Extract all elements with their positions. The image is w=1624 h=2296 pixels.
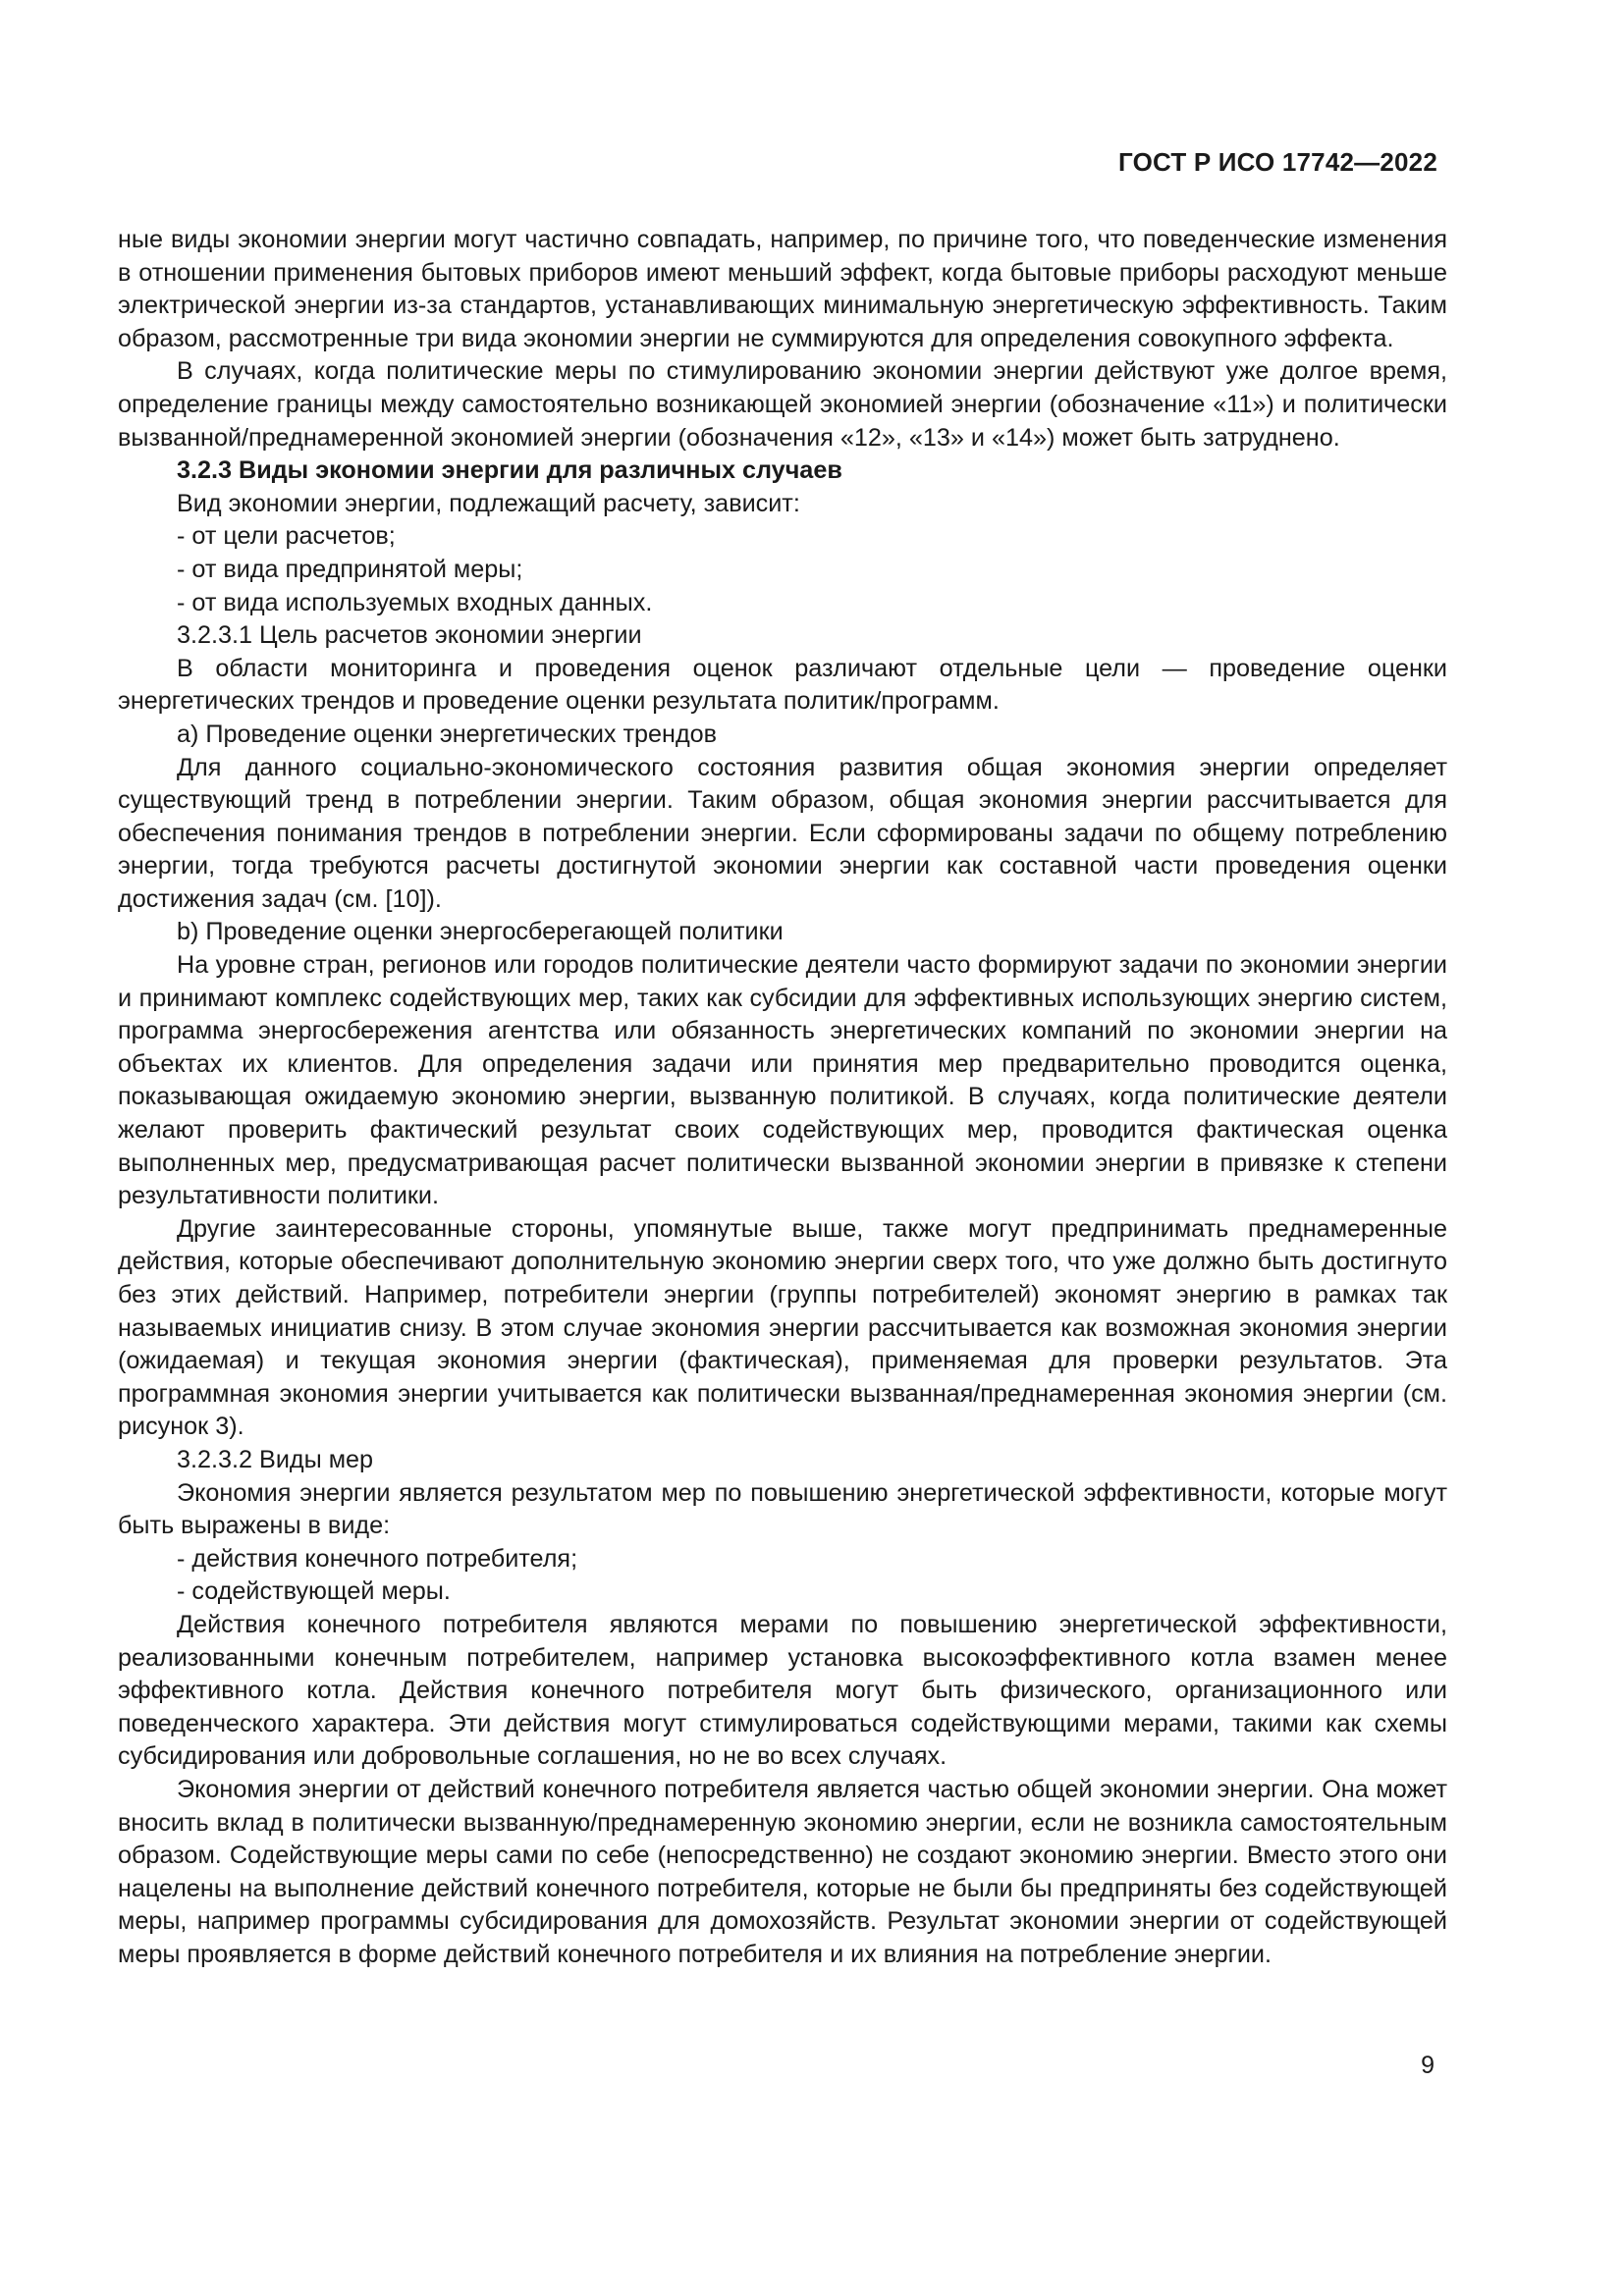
paragraph: Экономия энергии от действий конечного потребителя является частью общей экономии энергии. Она может вносить вклад в политически вызванную/преднамеренную экономию энергии, если не возникла самостоятельным образом. Содействующие меры сами по себе (непосредственно) не создают экономию энергии. Вместо этого они нацелены на выполнение действий конечного потребителя, которые не были бы предприняты без содействующей меры, например программы субсидирования для домохозяйств. Результат экономии энергии от содействующей меры проявляется в форме действий конечного потребителя и их влияния на потребление энергии. xyxy=(118,1775,1447,1968)
page-number: 9 xyxy=(1421,2052,1435,2079)
paragraph: 3.2.3.2 Виды мер xyxy=(177,1445,374,1473)
section-heading: 3.2.3 Виды экономии энергии для различных случаев xyxy=(177,456,842,485)
paragraph: Другие заинтересованные стороны, упомянутые выше, также могут предпринимать преднамеренные действия, которые обеспечивают дополнительную экономию энергии сверх того, что уже должно быть достигнуто без этих действий. Например, потребители энергии (группы потребителей) экономят энергию в рамках так называемых инициатив снизу. В этом случае экономия энергии рассчитывается как возможная экономия энергии (ожидаемая) и текущая экономия энергии (фактическая), применяемая для проверки результатов. Эта программная экономия энергии учитывается как политически вызванная/преднамеренная экономия энергии (см. рисунок 3). xyxy=(118,1214,1447,1441)
paragraph: - содействующей меры. xyxy=(177,1577,451,1606)
paragraph: В области мониторинга и проведения оценок различают отдельные цели — проведение оценки энергетических трендов и проведение оценки результата политик/программ. xyxy=(118,654,1447,716)
standard-header: ГОСТ Р ИСО 17742—2022 xyxy=(1117,147,1437,177)
paragraph: - от вида используемых входных данных. xyxy=(177,588,653,616)
paragraph: - действия конечного потребителя; xyxy=(177,1544,578,1573)
paragraph: В случаях, когда политические меры по стимулированию экономии энергии действуют уже долгое время, определение границы между самостоятельно возникающей экономией энергии (обозначение «11») и политически вызванной/преднамеренной экономией энергии (обозначения «12», «13» и «14») может быть затруднено. xyxy=(118,357,1447,452)
paragraph: Экономия энергии является результатом мер по повышению энергетической эффективности, которые могут быть выражены в виде: xyxy=(118,1478,1447,1540)
body-text xyxy=(118,224,1447,1971)
paragraph: Для данного социально-экономического состояния развития общая экономия энергии определяет существующий тренд в потреблении энергии. Таким образом, общая экономия энергии рассчитывается для обеспечения понимания трендов в потреблении энергии. Если сформированы задачи по общему потреблению энергии, тогда требуются расчеты достигнутой экономии энергии как составной части проведения оценки достижения задач (см. [10]). xyxy=(118,753,1447,913)
paragraph: - от цели расчетов; xyxy=(177,522,396,551)
paragraph: Действия конечного потребителя являются мерами по повышению энергетической эффективности, реализованными конечным потребителем, например установка высокоэффективного котла взамен менее эффективного котла. Действия конечного потребителя могут быть физического, организационного или поведенческого характера. Эти действия могут стимулироваться содействующими мерами, такими как схемы субсидирования или добровольные соглашения, но не во всех случаях. xyxy=(118,1610,1447,1771)
paragraph: 3.2.3.1 Цель расчетов экономии энергии xyxy=(177,621,642,650)
paragraph: a) Проведение оценки энергетических трендов xyxy=(177,720,718,748)
paragraph: Вид экономии энергии, подлежащий расчету, зависит: xyxy=(177,489,800,517)
paragraph: - от вида предпринятой меры; xyxy=(177,555,523,583)
paragraph: На уровне стран, регионов или городов политические деятели часто формируют задачи по экономии энергии и принимают комплекс содействующих мер, таких как субсидии для эффективных использующих энергию систем, программа энергосбережения агентства или обязанность энергетических компаний по экономии энергии на объектах их клиентов. Для определения задачи или принятия мер предварительно проводится оценка, показывающая ожидаемую экономию энергии, вызванную политикой. В случаях, когда политические деятели желают проверить фактический результат своих содействующих мер, проводится фактическая оценка выполненных мер, предусматривающая расчет политически вызванной экономии энергии в привязке к степени результативности политики. xyxy=(118,951,1447,1210)
paragraph: ные виды экономии энергии могут частично совпадать, например, по причине того, что поведенческие изменения в отношении применения бытовых приборов имеют меньший эффект, когда бытовые приборы расходуют меньше электрической энергии из-за стандартов, устанавливающих минимальную энергетическую эффективность. Таким образом, рассмотренные три вида экономии энергии не суммируются для определения совокупного эффекта. xyxy=(118,226,1447,352)
paragraph: b) Проведение оценки энергосберегающей политики xyxy=(177,918,784,946)
